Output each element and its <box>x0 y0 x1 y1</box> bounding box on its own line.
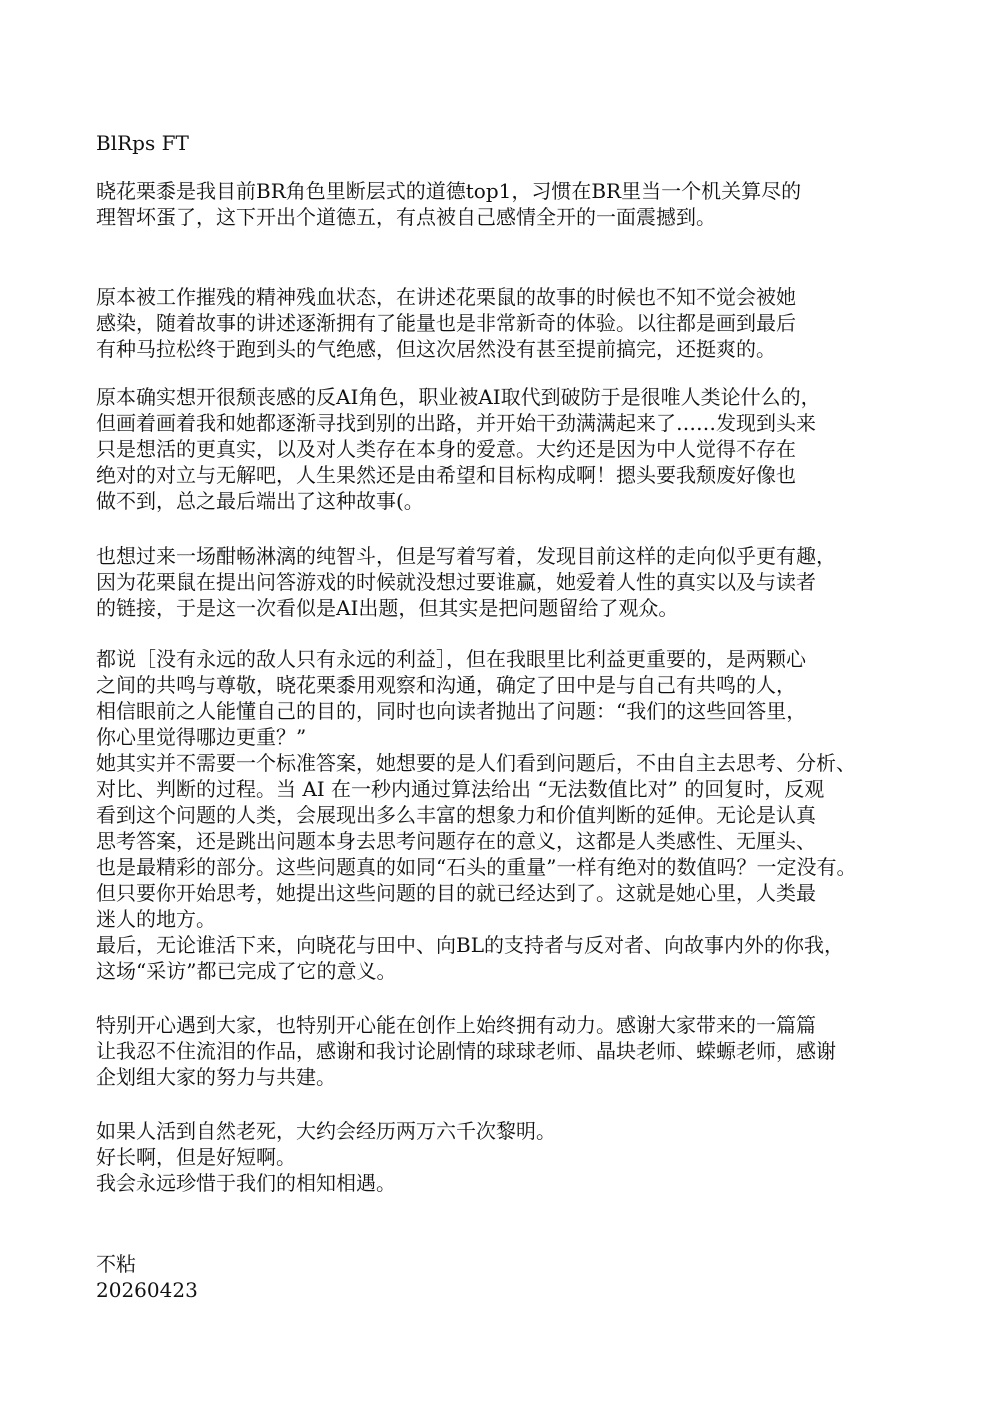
paragraph-5-line-1: 都说［没有永远的敌人只有永远的利益］，但在我眼里比利益更重要的，是两颗心 <box>96 647 806 671</box>
paragraph-4-line-2: 因为花栗鼠在提出问答游戏的时候就没想过要谁赢，她爱着人性的真实以及与读者 <box>96 570 816 594</box>
paragraph-5-line-11: 迷人的地方。 <box>96 907 216 931</box>
paragraph-4-line-1: 也想过来一场酣畅淋漓的纯智斗，但是写着写着，发现目前这样的走向似乎更有趣， <box>96 544 836 568</box>
paragraph-7-line-3: 我会永远珍惜于我们的相知相遇。 <box>96 1171 396 1195</box>
paragraph-1-line-1: 晓花栗黍是我目前BR角色里断层式的道德top1，习惯在BR里当一个机关算尽的 <box>96 179 802 203</box>
paragraph-7-line-2: 好长啊，但是好短啊。 <box>96 1145 296 1169</box>
paragraph-5-line-13: 这场“采访”都已完成了它的意义。 <box>96 959 397 983</box>
document-header: BlRps FT <box>96 131 189 155</box>
paragraph-5-line-5: 她其实并不需要一个标准答案，她想要的是人们看到问题后，不由自主去思考、分析、 <box>96 751 856 775</box>
paragraph-3-line-5: 做不到，总之最后端出了这种故事(。 <box>96 489 424 513</box>
signature: 不粘 <box>96 1252 136 1276</box>
paragraph-6-line-3: 企划组大家的努力与共建。 <box>96 1065 336 1089</box>
paragraph-6-line-1: 特别开心遇到大家，也特别开心能在创作上始终拥有动力。感谢大家带来的一篇篇 <box>96 1013 816 1037</box>
paragraph-6-line-2: 让我忍不住流泪的作品，感谢和我讨论剧情的球球老师、晶块老师、蝾螈老师，感谢 <box>96 1039 836 1063</box>
paragraph-5-line-2: 之间的共鸣与尊敬，晓花栗黍用观察和沟通，确定了田中是与自己有共鸣的人， <box>96 673 796 697</box>
paragraph-2-line-1: 原本被工作摧残的精神残血状态，在讲述花栗鼠的故事的时候也不知不觉会被她 <box>96 285 796 309</box>
paragraph-1-line-2: 理智坏蛋了，这下开出个道德五，有点被自己感情全开的一面震撼到。 <box>96 205 716 229</box>
paragraph-5-line-4: 你心里觉得哪边更重？” <box>96 725 307 749</box>
paragraph-2-line-3: 有种马拉松终于跑到头的气绝感，但这次居然没有甚至提前搞完，还挺爽的。 <box>96 337 776 361</box>
paragraph-7-line-1: 如果人活到自然老死，大约会经历两万六千次黎明。 <box>96 1119 556 1143</box>
paragraph-4-line-3: 的链接，于是这一次看似是AI出题，但其实是把问题留给了观众。 <box>96 596 679 620</box>
paragraph-5-line-8: 思考答案，还是跳出问题本身去思考问题存在的意义，这都是人类感性、无厘头、 <box>96 829 816 853</box>
paragraph-5-line-3: 相信眼前之人能懂自己的目的，同时也向读者抛出了问题：“我们的这些回答里， <box>96 699 807 723</box>
paragraph-3-line-2: 但画着画着我和她都逐渐寻找到别的出路，并开始干劲满满起来了……发现到头来 <box>96 411 816 435</box>
paragraph-3-line-1: 原本确实想开很颓丧感的反AI角色，职业被AI取代到破防于是很唯人类论什么的， <box>96 385 821 409</box>
paragraph-5-line-10: 但只要你开始思考，她提出这些问题的目的就已经达到了。这就是她心里，人类最 <box>96 881 816 905</box>
paragraph-3-line-3: 只是想活的更真实，以及对人类存在本身的爱意。大约还是因为中人觉得不存在 <box>96 437 796 461</box>
paragraph-5-line-7: 看到这个问题的人类，会展现出多么丰富的想象力和价值判断的延伸。无论是认真 <box>96 803 816 827</box>
paragraph-3-line-4: 绝对的对立与无解吧，人生果然还是由希望和目标构成啊！摁头要我颓废好像也 <box>96 463 796 487</box>
paragraph-5-line-12: 最后，无论谁活下来，向晓花与田中、向BL的支持者与反对者、向故事内外的你我， <box>96 933 844 957</box>
signature-date: 20260423 <box>96 1278 198 1302</box>
paragraph-5-line-6: 对比、判断的过程。当 AI 在一秒内通过算法给出 “无法数值比对” 的回复时，反观 <box>96 777 825 801</box>
paragraph-2-line-2: 感染，随着故事的讲述逐渐拥有了能量也是非常新奇的体验。以往都是画到最后 <box>96 311 796 335</box>
paragraph-5-line-9: 也是最精彩的部分。这些问题真的如同“石头的重量”一样有绝对的数值吗？一定没有。 <box>96 855 857 879</box>
